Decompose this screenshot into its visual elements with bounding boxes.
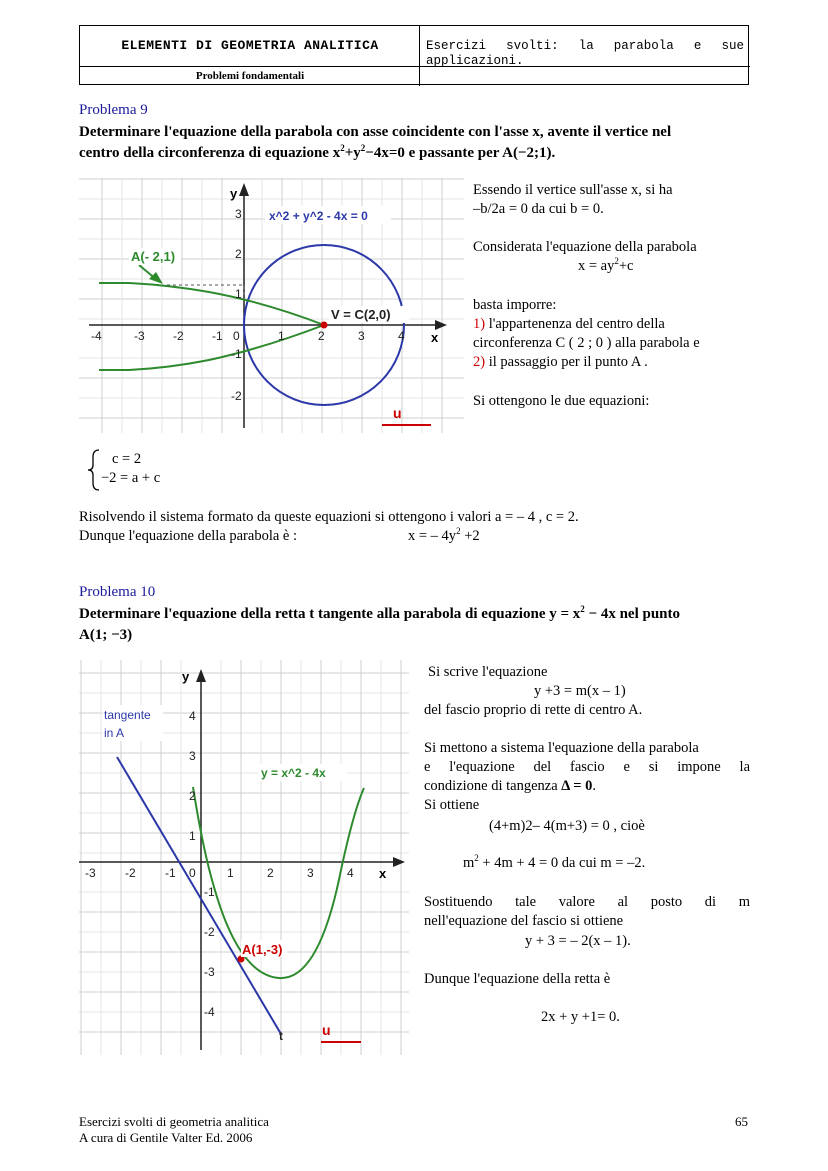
x-tick: 3	[307, 866, 314, 880]
x-tick: 4	[398, 329, 405, 343]
item-number: 1)	[473, 316, 486, 332]
y-tick: 3	[189, 749, 196, 763]
x-tick: 2	[267, 866, 274, 880]
y-tick: 3	[235, 207, 242, 221]
p10-text-10: Sostituendo tale valore al posto di m	[424, 894, 750, 910]
header-cell-empty	[420, 66, 750, 86]
p9-result-2: Dunque l'equazione della parabola è :	[79, 528, 298, 544]
x-tick-labels	[85, 866, 354, 880]
eq-label: y = x^2 - 4x	[261, 766, 326, 780]
y-tick: -1	[231, 347, 242, 361]
problem-10-title: Problema 10	[79, 584, 156, 600]
parabola	[99, 283, 324, 370]
footer-line-2: A cura di Gentile Valter Ed. 2006	[79, 1130, 253, 1145]
x-tick: -1	[165, 866, 176, 880]
graph-parabola-tangent	[79, 660, 409, 1055]
x-tick: 1	[227, 866, 234, 880]
stmt-part: Determinare l'equazione della retta t tangente alla parabola di equazione y = x	[79, 606, 581, 622]
line-t-label: t	[279, 1029, 283, 1043]
p9-text-9: Si ottengono le due equazioni:	[473, 393, 650, 409]
p9-text-3: Considerata l'equazione della parabola	[473, 239, 697, 255]
point-a-label: A(1,-3)	[242, 942, 283, 957]
y-tick: 1	[189, 829, 196, 843]
stmt-part: centro della circonferenza di equazione x	[79, 145, 341, 161]
stmt-part: +y	[344, 145, 361, 161]
x-tick: -3	[85, 866, 96, 880]
y-tick: -2	[231, 389, 242, 403]
x-tick: 0	[233, 329, 240, 343]
p10-text-13: Dunque l'equazione della retta è	[424, 971, 611, 987]
p10-formula-substituted: y + 3 = – 2(x – 1).	[525, 933, 631, 949]
text-part: .	[592, 778, 596, 794]
footer-line-1: Esercizi svolti di geometria analitica	[79, 1114, 269, 1129]
y-tick: 2	[235, 247, 242, 261]
formula-part: m	[463, 855, 475, 871]
y-axis-arrow	[239, 183, 249, 196]
x-tick: 0	[189, 866, 196, 880]
p9-text-7: circonferenza C ( 2 ; 0 ) alla parabola e	[473, 335, 700, 351]
y-tick: -3	[204, 965, 215, 979]
p9-text-6	[473, 315, 665, 334]
x-tick: -3	[134, 329, 145, 343]
item-text: il passaggio per il punto A .	[485, 354, 648, 370]
formula-part: +c	[618, 258, 634, 274]
header-cell-topic	[420, 26, 750, 66]
header-topic-line2: applicazioni.	[426, 54, 524, 68]
y-tick: -2	[204, 925, 215, 939]
x-tick: -2	[125, 866, 136, 880]
p10-text-3: del fascio proprio di rette di centro A.	[424, 702, 643, 718]
y-tick: -4	[204, 1005, 215, 1019]
x-tick: -4	[91, 329, 102, 343]
x-axis-label: x	[431, 330, 439, 345]
x-axis-arrow	[393, 857, 405, 867]
p10-text-11: nell'equazione del fascio si ottiene	[424, 913, 624, 929]
x-tick: 4	[347, 866, 354, 880]
header-section: Problemi fondamentali	[195, 70, 305, 82]
header-cell-section	[80, 66, 420, 86]
p10-formula-fascio: y +3 = m(x – 1)	[534, 683, 626, 699]
problem-9-statement-line1: Determinare l'equazione della parabola con asse coincidente con l'asse x, avente il vertice nel	[79, 124, 672, 140]
page-number: 65	[735, 1114, 748, 1129]
y-axis-arrow	[196, 669, 206, 682]
x-tick: -1	[212, 329, 223, 343]
formula-part: x = – 4y	[408, 528, 457, 544]
vertex-point	[321, 322, 328, 329]
p9-formula-parabola	[578, 257, 634, 276]
exp-2: 2	[360, 143, 366, 153]
x-tick: -2	[173, 329, 184, 343]
p9-text-5: basta imporre:	[473, 297, 557, 313]
item-number: 2)	[473, 354, 486, 370]
exp-2: 2	[456, 526, 461, 536]
exp-2: 2	[340, 143, 345, 153]
x-tick: 1	[278, 329, 285, 343]
system-brace	[86, 448, 102, 492]
p10-text-5: e l'equazione del fascio e si impone la	[424, 759, 750, 775]
x-tick: 2	[318, 329, 325, 343]
unit-label: u	[322, 1022, 331, 1038]
formula-part: +2	[460, 528, 480, 544]
y-tick: 4	[189, 709, 196, 723]
formula-part: + 4m + 4 = 0 da cui m = –2.	[478, 855, 646, 871]
header-topic-line1: Esercizi svolti: la parabola e sue	[426, 39, 744, 53]
exp-2: 2	[474, 853, 479, 863]
delta-condition: Δ = 0	[561, 778, 593, 794]
p9-text-1: Essendo il vertice sull'asse x, si ha	[473, 182, 673, 198]
item-text: l'appartenenza del centro della	[485, 316, 665, 332]
problem-9-title: Problema 9	[79, 102, 148, 118]
stmt-part: −4x=0 e passante per A(−2;1).	[365, 145, 556, 161]
text-part: condizione di tangenza	[424, 778, 562, 794]
p10-formula-m	[463, 854, 645, 873]
header-main-title: ELEMENTI DI GEOMETRIA ANALITICA	[121, 38, 379, 53]
p10-formula-result: 2x + y +1= 0.	[541, 1009, 620, 1025]
p10-formula-system: (4+m)2– 4(m+3) = 0 , cioè	[489, 818, 645, 834]
tangent-label-2: in A	[104, 726, 125, 740]
y-tick-labels	[231, 207, 242, 403]
unit-label: u	[393, 405, 402, 421]
graph-circle-parabola	[79, 178, 464, 433]
y-axis-label: y	[182, 669, 190, 684]
x-axis-arrow	[435, 320, 447, 330]
eq-label: x^2 + y^2 - 4x = 0	[269, 209, 368, 223]
formula-part: x = ay	[578, 258, 615, 274]
header-table	[79, 25, 749, 85]
y-tick: -1	[204, 885, 215, 899]
y-axis-label: y	[230, 186, 238, 201]
vertex-label: V = C(2,0)	[331, 307, 391, 322]
system-eq-2: −2 = a + c	[101, 470, 161, 486]
p10-text-6	[424, 777, 596, 796]
p9-result-formula	[408, 527, 480, 546]
p9-result-1: Risolvendo il sistema formato da queste equazioni si ottengono i valori a = – 4 , c = 2.	[79, 509, 579, 525]
system-eq-1: c = 2	[112, 451, 142, 467]
exp-2: 2	[614, 256, 619, 266]
p9-text-2: –b/2a = 0 da cui b = 0.	[473, 201, 604, 217]
problem-10-statement-line1	[79, 604, 680, 624]
stmt-part: − 4x nel punto	[584, 606, 681, 622]
tangent-label-1: tangente	[104, 708, 151, 722]
point-a-label: A(- 2,1)	[131, 249, 176, 264]
x-axis-label: x	[379, 866, 387, 881]
p10-text-1: Si scrive l'equazione	[428, 664, 548, 680]
p10-text-4: Si mettono a sistema l'equazione della parabola	[424, 740, 699, 756]
header-cell-title	[80, 26, 420, 66]
exp-2: 2	[580, 604, 585, 614]
problem-10-statement-line2: A(1; −3)	[79, 627, 133, 643]
x-tick: 3	[358, 329, 365, 343]
problem-9-statement-line2	[79, 143, 555, 163]
p10-text-7: Si ottiene	[424, 797, 480, 813]
x-tick-labels	[91, 329, 405, 343]
y-tick: 2	[189, 789, 196, 803]
y-tick: 1	[235, 287, 242, 301]
p9-text-8	[473, 353, 648, 372]
